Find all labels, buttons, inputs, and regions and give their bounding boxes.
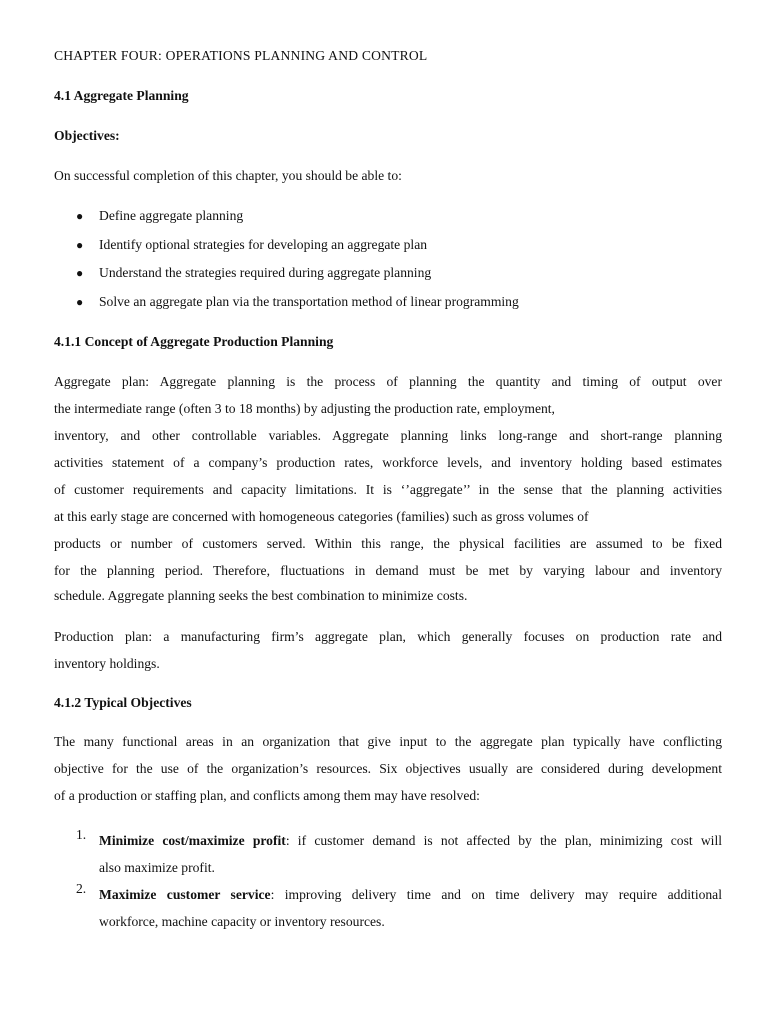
typical-objectives-heading: 4.1.2 Typical Objectives xyxy=(54,695,192,710)
bullet-icon: ● xyxy=(76,209,84,223)
objectives-heading: Objectives: xyxy=(54,128,120,143)
objectives-intro: On successful completion of this chapter, you should be able to: xyxy=(54,168,402,183)
bullet-icon: ● xyxy=(76,238,84,252)
concept-heading: 4.1.1 Concept of Aggregate Production Planning xyxy=(54,334,334,349)
bullet-icon: ● xyxy=(76,295,84,309)
section-title: 4.1 Aggregate Planning xyxy=(54,88,189,103)
bullet-icon: ● xyxy=(76,266,84,280)
objective-term: Maximize customer service xyxy=(99,887,271,902)
objective-term: Minimize cost/maximize profit xyxy=(99,833,286,848)
chapter-title: CHAPTER FOUR: OPERATIONS PLANNING AND CONTROL xyxy=(54,48,428,63)
